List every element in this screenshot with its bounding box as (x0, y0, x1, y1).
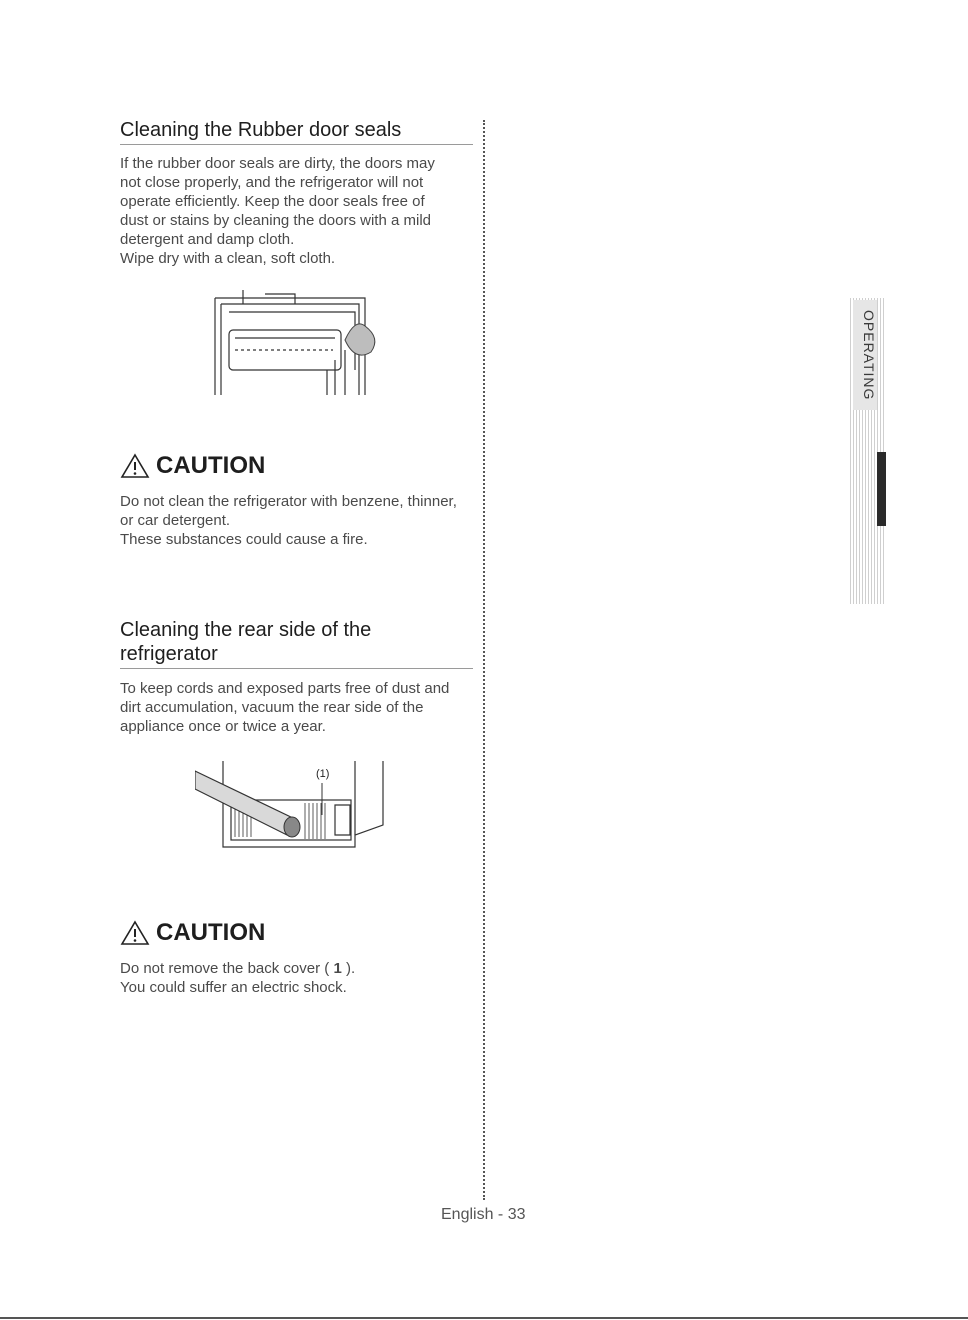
caution-body-block (120, 492, 473, 549)
caution-body: Do not clean the refrigerator with benzene, thinner, or car detergent. These substances could cause a fire. (120, 493, 457, 548)
caution-body-block (120, 959, 473, 997)
door-seal-illustration (205, 290, 385, 400)
section-rubber-door-seals (120, 118, 473, 268)
section-body: If the rubber door seals are dirty, the doors may not close properly, and the refrigerator will not operate efficiently. Keep the door seals free of dust or stains by cleaning the doors with a mild detergent and damp cloth. Wipe dry with a clean, soft cloth. (120, 155, 435, 267)
caution-title: CAUTION (156, 919, 266, 946)
section-heading: Cleaning the Rubber door seals (120, 118, 473, 145)
section-body: To keep cords and exposed parts free of dust and dirt accumulation, vacuum the rear side of the appliance once or twice a year. (120, 680, 450, 735)
side-tab-marker (877, 452, 886, 526)
caution-body-line2: You could suffer an electric shock. (120, 979, 347, 996)
section-rear-side (120, 618, 473, 736)
bottom-rule (0, 1317, 968, 1319)
caution-body-line1 (120, 959, 473, 978)
side-tab-label: OPERATING (853, 300, 877, 410)
warning-triangle-icon (120, 453, 150, 479)
column-divider (483, 120, 485, 1200)
caution-heading (120, 452, 265, 480)
section-heading: Cleaning the rear side of the refrigerator (120, 618, 473, 669)
warning-triangle-icon (120, 920, 150, 946)
page-number: English - 33 (441, 1206, 526, 1223)
callout-number: 1 (333, 960, 342, 977)
caution-text: Do not remove the back cover ( (120, 960, 334, 977)
caution-heading (120, 919, 265, 947)
caution-text: ). (341, 960, 356, 977)
caution-title: CAUTION (156, 452, 266, 479)
rear-side-illustration (195, 755, 390, 855)
callout-label: (1) (316, 768, 330, 780)
